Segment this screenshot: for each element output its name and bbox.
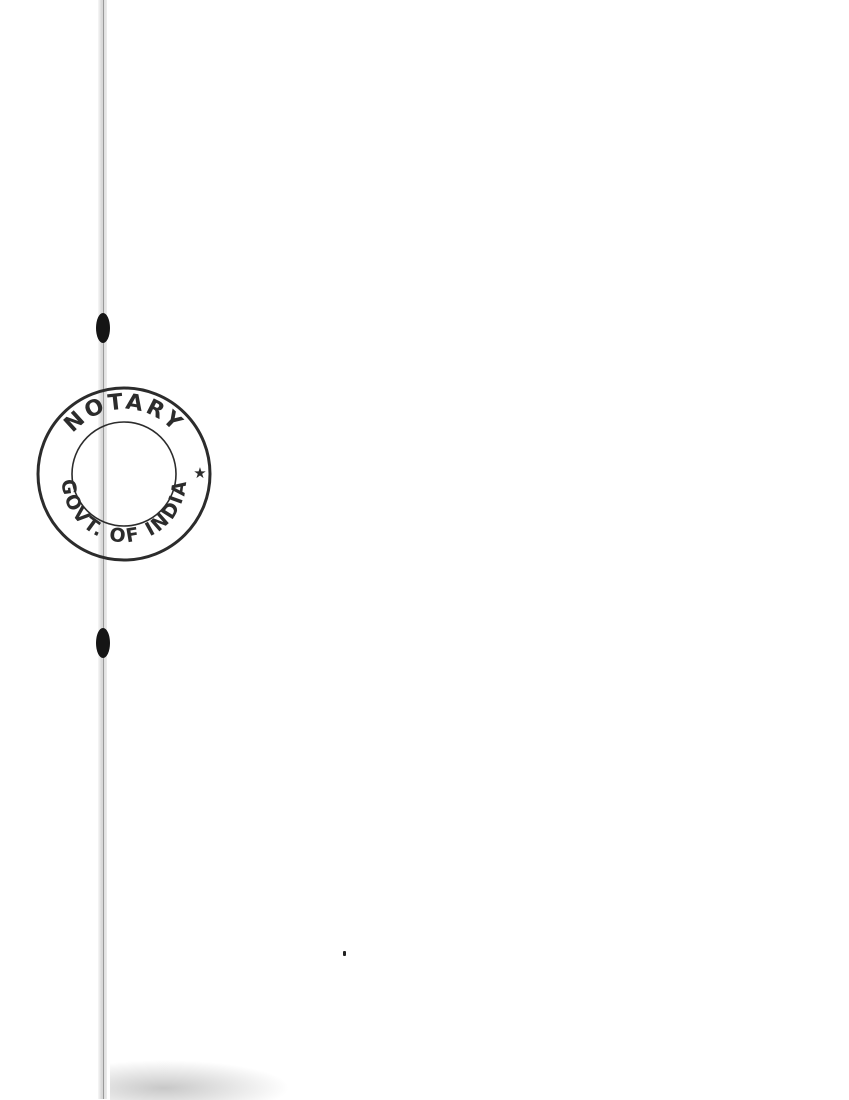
star-icon: ★ bbox=[193, 464, 207, 482]
stamp-ring-top-text: NOTARY bbox=[59, 389, 189, 438]
stray-ink-mark bbox=[343, 951, 346, 956]
stamp-ring-bottom-text: GOVT. OF INDIA bbox=[56, 477, 192, 548]
punch-hole-bottom bbox=[96, 628, 110, 658]
scan-smudge bbox=[110, 1060, 290, 1100]
punch-hole-top bbox=[96, 313, 110, 343]
notary-stamp bbox=[32, 382, 216, 566]
